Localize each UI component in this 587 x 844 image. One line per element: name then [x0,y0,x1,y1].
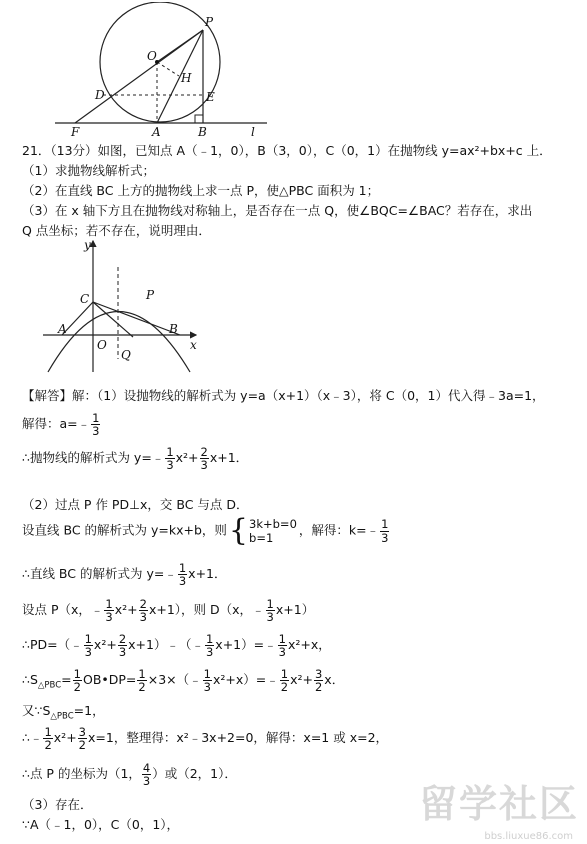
label-h: H [181,71,192,85]
denominator: 2 [44,738,52,753]
denominator: 3 [118,645,127,660]
solution-line-14: ∵A（﹣1，0），C（0，1）， [22,817,180,832]
text: x+1． [209,450,249,466]
fraction [266,598,275,623]
text: x+1）﹣（﹣ [128,637,204,653]
numerator: 1 [73,667,81,681]
denominator: 3 [92,424,100,439]
fraction [43,726,52,751]
text: x²+x）=﹣ [212,672,279,688]
line-cq [93,302,133,337]
label-e: E [206,90,215,104]
dash-oh [157,62,179,76]
text: x=1，整理得：x²﹣3x+2=0，解得：x=1 或 x=2， [88,730,389,746]
numerator: 1 [205,632,214,646]
fraction [178,562,187,587]
numerator: 3 [314,667,323,681]
fraction [314,668,323,693]
fraction [137,668,146,693]
problem-heading: 21．（13分）如图，已知点 A（﹣1，0），B（3，0），C（0，1）在抛物线 y=ax²+bx+c 上． [22,143,552,158]
solution-line-3 [22,446,577,471]
right-angle-mark [195,115,203,123]
numerator: 1 [166,445,174,459]
text: ∴点 P 的坐标为（1， [22,766,141,782]
parabola-figure [38,237,208,375]
text: 又∵S [22,703,51,718]
label-a: A [152,125,161,138]
text: x+1）=﹣ [215,637,277,653]
problem-q3b: Q 点坐标；若不存在，说明理由． [22,223,211,238]
label-o: O [147,49,157,63]
text: ）或（2，1）． [152,766,237,782]
denominator: 2 [78,738,86,753]
numerator: 1 [280,667,289,681]
denominator: 3 [266,610,274,625]
text: x+1），则 D（x，﹣ [148,602,265,618]
solution-line-13: （3）存在． [22,797,93,812]
denominator: 2 [314,680,323,695]
label-q: Q [121,348,131,362]
label-o2: O [97,338,107,352]
numerator: 1 [105,597,113,611]
fraction [200,446,209,471]
denominator: 3 [166,458,174,473]
numerator: 2 [139,597,147,611]
line-ap [157,30,203,123]
geometry-figure-circle [45,2,275,138]
numerator: 1 [381,517,389,532]
numerator: 1 [44,725,52,739]
numerator: 3 [78,725,86,739]
parabola-curve [48,312,190,373]
text: = [61,672,72,688]
denominator: 3 [203,680,211,695]
text: x． [324,672,345,688]
watermark-url: bbs.liuxue86.com [484,831,573,842]
fraction [280,668,289,693]
denominator: 3 [278,645,286,660]
fraction [78,726,87,751]
solution-line-2 [22,412,577,437]
label-p2: P [146,288,155,302]
solution-line-8 [22,633,577,658]
denominator: 3 [84,645,92,660]
fraction [91,412,100,437]
numerator: 1 [138,667,146,681]
solution-line-11 [22,726,577,751]
fraction [118,633,127,658]
line-cb [93,302,180,335]
text: x²+ [175,450,199,466]
solution-line-5 [22,513,577,548]
text: x²+ [114,602,138,618]
text: x+1． [188,566,227,582]
fraction [142,762,151,787]
text: 设直线 BC 的解析式为 y=kx+b，则 [22,522,227,538]
problem-q3a: （3）在 x 轴下方且在抛物线对称轴上，是否存在一点 Q，使∠BQC=∠BAC？若存在，求出 [22,203,533,218]
text: ，解得：k=﹣ [298,522,380,538]
equation-system: { 3k+b=0 b=1 [228,513,297,548]
label-p: P [205,15,214,29]
denominator: 2 [138,680,146,695]
fraction [104,598,113,623]
text: =1， [73,703,105,718]
numerator: 2 [200,445,208,459]
fraction [73,668,82,693]
text: x²+ [290,672,313,688]
fraction [165,446,174,471]
text: 设点 P（x，﹣ [22,602,104,618]
watermark-brand: 留学社区 [418,782,579,826]
denominator: 3 [105,610,113,625]
denominator: 2 [280,680,289,695]
label-c: C [80,292,90,306]
text: ∴PD=（﹣ [22,637,83,653]
solution-line-10 [22,703,577,723]
denominator: 3 [142,774,151,789]
label-l: l [251,125,255,138]
denominator: 3 [139,610,147,625]
solution-line-7 [22,598,577,623]
numerator: 2 [118,632,127,646]
denominator: 2 [73,680,81,695]
problem-q1: （1）求抛物线解析式； [22,163,155,178]
text: x²+ [53,730,77,746]
numerator: 1 [84,632,92,646]
text: x²+ [93,637,117,653]
label-b: B [198,125,207,138]
text: x²+x， [287,637,331,653]
equation: 3k+b=0 [249,516,297,531]
problem-q2: （2）在直线 BC 上方的抛物线上求一点 P，使△PBC 面积为 1； [22,183,380,198]
label-y: y [84,238,91,252]
text: ∴直线 BC 的解析式为 y=﹣ [22,566,177,582]
fraction [139,598,148,623]
text: OB•DP= [82,672,137,688]
circle [100,2,220,122]
label-b2: B [169,322,178,336]
fraction [380,518,389,543]
fraction [84,633,93,658]
numerator: 1 [266,597,274,611]
label-a2: A [58,322,67,336]
fraction [278,633,287,658]
label-d: D [95,88,105,102]
subscript: △PBC [37,680,62,691]
fraction [205,633,214,658]
equation: b=1 [249,531,274,545]
label-f: F [71,125,80,138]
solution-line-9 [22,668,577,693]
text: ∴﹣ [22,730,43,746]
solution-line-1: 【解答】解：（1）设抛物线的解析式为 y=a（x+1）（x﹣3），将 C（0，1）代入得﹣3a=1， [22,388,545,403]
denominator: 3 [200,458,208,473]
label-x: x [190,338,197,352]
text: ∴抛物线的解析式为 y=﹣ [22,450,165,466]
subscript: △PBC [50,711,74,722]
line-op [157,30,203,62]
solution-line-6 [22,562,577,587]
numerator: 1 [92,411,100,425]
text: ×3×（﹣ [147,672,202,688]
solution-line-4: （2）过点 P 作 PD⊥x，交 BC 与点 D． [22,497,249,512]
numerator: 4 [142,761,151,775]
denominator: 3 [381,530,389,545]
numerator: 1 [278,632,286,646]
text: x+1） [275,602,315,618]
text: ∴S [22,672,38,688]
denominator: 3 [205,645,214,660]
numerator: 1 [203,667,211,681]
denominator: 3 [178,574,187,589]
text: 解得：a=﹣ [22,416,91,432]
fraction [203,668,212,693]
numerator: 1 [178,561,187,575]
